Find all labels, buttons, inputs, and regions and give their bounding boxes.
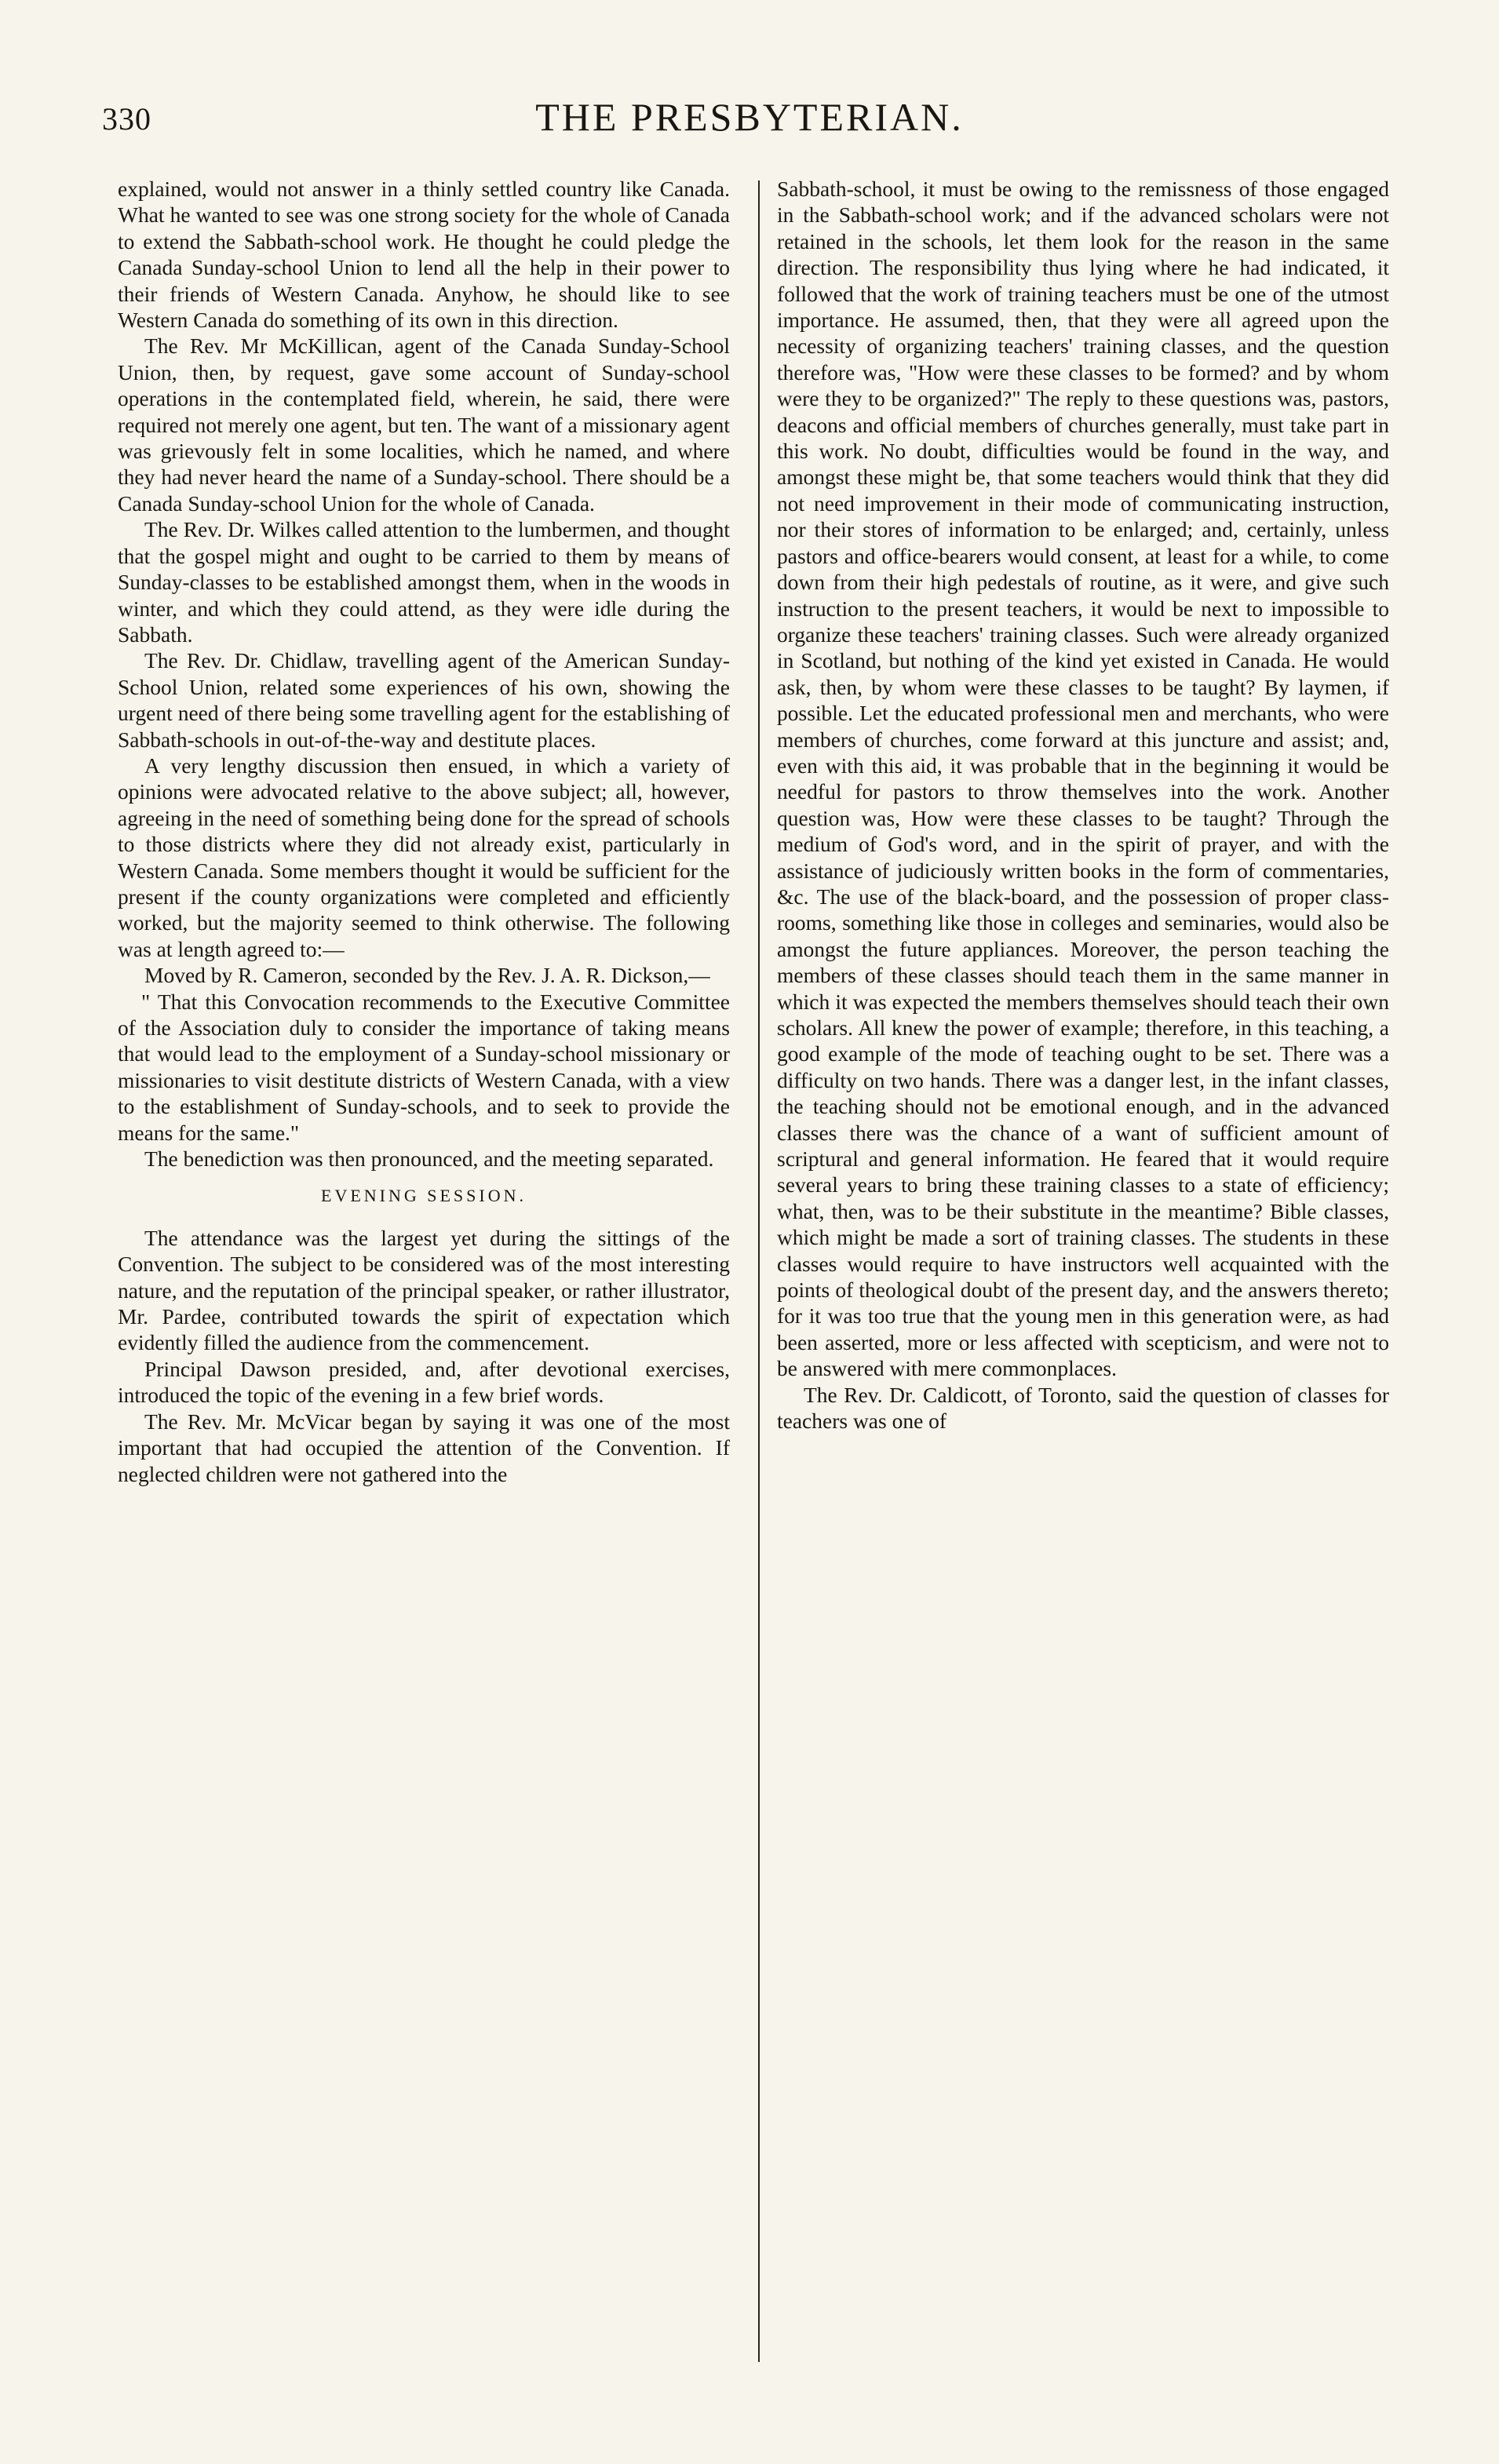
resolution-quote: " That this Convocation recommends to the Executive Committee of the Association duly to consider the importance of taking means that would lead to the employment of a Sunday-school missionary or missionaries to visit destitute districts of Western Canada, with a view to the establishment of Sunday-schools, and to seek to provide the means for the same." <box>118 989 730 1145</box>
page-number: 330 <box>102 101 151 137</box>
paragraph: Sabbath-school, it must be owing to the remissness of those engaged in the Sabbath-school work; and if the advanced scholars were not retained in the schools, let them look for the reason in the same direction. The responsibility thus lying where he had indicated, it followed that the work of training teachers must be one of the utmost importance. He assumed, then, that they were all agreed upon the necessity of organizing teachers' training classes, and the question therefore was, "How were these classes to be formed? and by whom were they to be organized?" The reply to these questions was, pastors, deacons and official members of churches generally, must take part in this work. No doubt, difficulties would be found in the way, and amongst these might be, that some teachers would think that they did not need improvement in their mode of communicating instruction, nor their stores of information to be enlarged; and, certainly, unless pastors and office-bearers would consent, at least for a while, to come down from their high pedestals of routine, as it were, and give such instruction to the present teachers, it would be next to impossible to organize these teachers' training classes. Such were already organized in Scotland, but nothing of the kind yet existed in Canada. He would ask, then, by whom were these classes to be taught? By laymen, if possible. Let the educated professional men and merchants, who were members of churches, come forward at this juncture and assist; and, even with this aid, it was probable that in the beginning it would be needful for pastors to throw themselves into the work. Another question was, How were these classes to be taught? Through the medium of God's word, and in the spirit of prayer, and with the assistance of judiciously written books in the form of commentaries, &c. The use of the black-board, and the possession of proper class-rooms, something like those in colleges and seminaries, would also be amongst the future appliances. Moreover, the person teaching the members of these classes should teach them in the same manner in which it was expected the members themselves should teach their own scholars. All knew the power of example; therefore, in this teaching, a good example of the mode of teaching ought to be set. There was a difficulty on two hands. There was a danger lest, in the infant classes, the teaching should not be emotional enough, and in the advanced classes there was the chance of a want of sufficient amount of scriptural and general information. He feared that it would require several years to bring these training classes to a state of efficiency; what, then, was to be their substitute in the meantime? Bible classes, which might be made a sort of training classes. The students in these classes would require to have instructors well acquainted with the points of theological doubt of the present day, and the answers thereto; for it was too true that the young men in this generation were, as had been asserted, more or less affected with scepticism, and were not to be answered with mere commonplaces. <box>777 177 1389 1381</box>
section-heading: EVENING SESSION. <box>321 1186 527 1206</box>
paragraph: explained, would not answer in a thinly settled country like Canada. What he wanted to see was one strong society for the whole of Canada to extend the Sabbath-school work. He thought he could pledge the Canada Sunday-school Union to lend all the help in their power to their friends of Western Canada. Anyhow, he should like to see Western Canada do something of its own in this direction. <box>118 177 730 333</box>
paragraph: The Rev. Dr. Chidlaw, travelling agent of the American Sunday-School Union, related some experiences of his own, showing the urgent need of there being some travelling agent for the establishing of Sabbath-schools in out-of-the-way and destitute places. <box>118 648 730 752</box>
left-column <box>118 176 730 2381</box>
paragraph: The Rev. Mr McKillican, agent of the Canada Sunday-School Union, then, by request, gave some account of Sunday-school operations in the contemplated field, wherein, he said, there were required not merely one agent, but ten. The want of a missionary agent was grievously felt in some localities, which he named, and where they had never heard the name of a Sunday-school. There should be a Canada Sunday-school Union for the whole of Canada. <box>118 334 730 516</box>
paragraph: The benediction was then pronounced, and the meeting separated. <box>144 1146 714 1172</box>
page-header <box>102 94 1397 149</box>
paragraph: A very lengthy discussion then ensued, in which a variety of opinions were advocated relative to the above subject; all, however, agreeing in the need of something being done for the spread of schools to those districts where they did not already exist, particularly in Western Canada. Some members thought it would be sufficient for the present if the county organizations were completed and efficiently worked, but the majority seemed to think otherwise. The following was at length agreed to:— <box>118 753 730 961</box>
paragraph: The Rev. Dr. Caldicott, of Toronto, said the question of classes for teachers was one of <box>777 1382 1389 1434</box>
paragraph: Principal Dawson presided, and, after devotional exercises, introduced the topic of the evening in a few brief words. <box>118 1356 730 1408</box>
running-head: THE PRESBYTERIAN. <box>535 95 964 139</box>
paragraph: The attendance was the largest yet during the sittings of the Convention. The subject to be considered was of the most interesting nature, and the reputation of the principal speaker, or rather illustrator, Mr. Pardee, contributed towards the spirit of expectation which evidently filled the audience from the commencement. <box>118 1225 730 1355</box>
paragraph: The Rev. Mr. McVicar began by saying it was one of the most important that had occupied the attention of the Convention. If neglected children were not gathered into the <box>118 1409 730 1486</box>
paragraph: The Rev. Dr. Wilkes called attention to the lumbermen, and thought that the gospel might and ought to be carried to them by means of Sunday-classes to be established amongst them, when in the woods in winter, and which they could attend, as they were idle during the Sabbath. <box>118 517 730 647</box>
motion-line: Moved by R. Cameron, seconded by the Rev. J. A. R. Dickson,— <box>144 963 710 988</box>
column-rule <box>758 180 760 2362</box>
right-column <box>777 176 1389 2381</box>
